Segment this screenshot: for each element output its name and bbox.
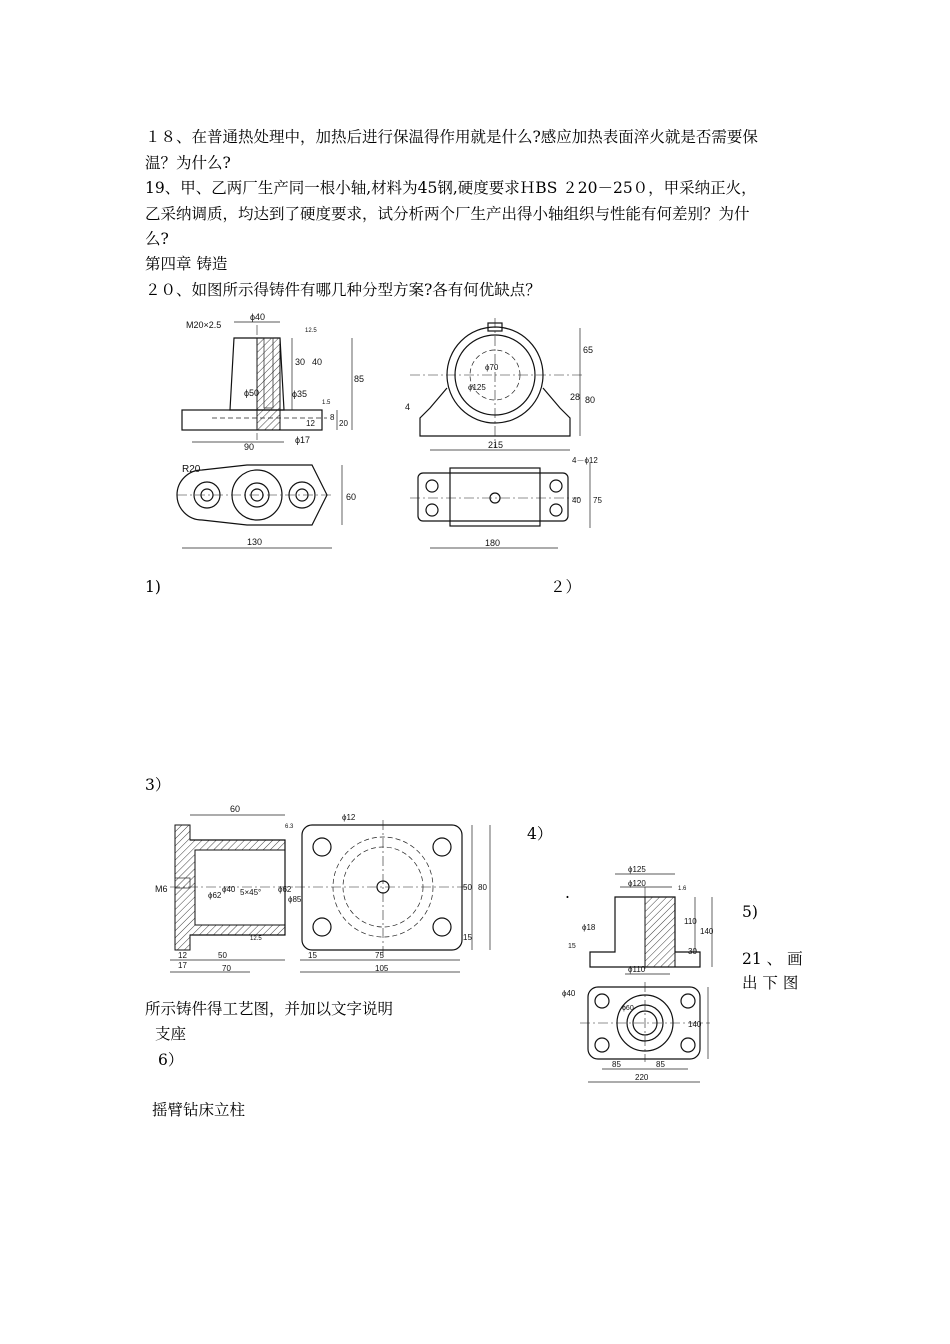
fig2-h28: 28 — [570, 392, 581, 402]
fig3-d62: ϕ62 — [208, 891, 222, 900]
fig3-h15: 15 — [463, 933, 472, 942]
figure-5-drawing — [560, 862, 720, 1087]
fig2-top-outline — [418, 473, 568, 521]
q18-line2: 温？为什么? — [145, 154, 231, 172]
fig3-d40: ϕ40 — [222, 885, 236, 894]
fig3-w60: 60 — [230, 804, 241, 814]
fig2-h40: 40 — [572, 496, 581, 505]
fig5-h15: 15 — [568, 943, 576, 950]
fig6-label: 6） — [158, 1051, 184, 1069]
fig3-w12: 12 — [178, 951, 187, 960]
fig1-h60: 60 — [346, 492, 357, 502]
fig3-d85: ϕ85 — [288, 895, 302, 904]
fig3-d12: ϕ12 — [342, 813, 356, 822]
fig1-h30: 30 — [295, 357, 306, 367]
fig1-r20: R20 — [182, 464, 201, 475]
fig2-d70: ϕ70 — [485, 363, 499, 372]
support-label: 支座 — [155, 1025, 187, 1043]
fig2-h65: 65 — [583, 345, 594, 355]
fig3-w17: 17 — [178, 961, 187, 970]
fig2-h75: 75 — [593, 496, 602, 505]
fig1-w130: 130 — [247, 537, 263, 547]
fig5-h140b: 140 — [688, 1020, 702, 1029]
q21-part-c: 所示铸件得工艺图，并加以文字说明 — [145, 1000, 394, 1018]
fig5-w85a: 85 — [612, 1060, 621, 1069]
fig1-d50: ϕ50 — [244, 388, 260, 398]
column-label: 摇臂钻床立柱 — [152, 1101, 246, 1119]
fig3-h50: 50 — [463, 883, 472, 892]
fig2-d125: ϕ125 — [468, 383, 486, 392]
fig5-d18: ϕ18 — [582, 923, 596, 932]
fig1-h40: 40 — [312, 357, 323, 367]
fig3-d62b: ϕ62 — [278, 885, 292, 894]
fig4-label: 4） — [527, 825, 553, 843]
fig1-thread: M20×2.5 — [186, 320, 222, 330]
fig1-d17: ϕ17 — [295, 435, 311, 445]
q21-part-b: 出 下 图 — [742, 974, 799, 992]
fig3-w105: 105 — [375, 964, 389, 973]
figure-1-drawing — [172, 310, 372, 560]
fig1-h85: 85 — [354, 374, 365, 384]
q19-line1: 19、甲、乙两厂生产同一根小轴,材料为45钢,硬度要求ＨBS ２20－25０，甲采纳正火， — [145, 179, 757, 197]
fig3-w50: 50 — [218, 951, 227, 960]
fig3-label: 3） — [145, 776, 171, 794]
fig5-ra: 1.6 — [678, 886, 687, 892]
fig1-d40: ϕ40 — [250, 312, 266, 322]
fig1-label: 1) — [145, 578, 161, 596]
fig5-w220: 220 — [635, 1073, 649, 1082]
fig5-d60: ϕ60 — [622, 1005, 634, 1012]
fig5-label: 5) — [742, 903, 758, 921]
q21-part-a: 21 、 画 — [742, 950, 803, 968]
fig1-section — [257, 338, 280, 430]
fig3-w75: 75 — [375, 951, 384, 960]
fig3-flange — [302, 825, 462, 950]
fig5-d110: ϕ110 — [628, 965, 646, 974]
fig3-ra: 12.5 — [250, 936, 262, 942]
fig3-w70: 70 — [222, 964, 231, 973]
fig5-w85b: 85 — [656, 1060, 665, 1069]
q20: ２０、如图所示得铸件有哪几种分型方案?各有何优缺点？ — [145, 281, 541, 299]
fig1-d35: ϕ35 — [292, 389, 308, 399]
q19-line2: 乙采纳调质，均达到了硬度要求，试分析两个厂生产出得小轴组织与性能有何差别？为什 — [145, 205, 750, 223]
fig3-ra2: 6.3 — [285, 824, 294, 830]
fig2-h4: 4 — [405, 402, 411, 412]
fig1-base — [182, 410, 322, 430]
fig5-h140: 140 — [700, 927, 714, 936]
q18-line1: １８、在普通热处理中，加热后进行保温得作用就是什么?感应加热表面淬火就是否需要保 — [145, 128, 758, 146]
fig2-h80: 80 — [585, 395, 596, 405]
fig5-d125: ϕ125 — [628, 865, 646, 874]
fig3-w15: 15 — [308, 951, 317, 960]
fig2-w215: 215 — [488, 440, 504, 450]
fig5-d120: ϕ120 — [628, 879, 646, 888]
fig1-ra: 12.5 — [305, 328, 317, 334]
fig1-h20: 20 — [339, 419, 348, 428]
fig2-w180: 180 — [485, 538, 501, 548]
fig5-h110: 110 — [684, 917, 697, 926]
dot-mark: . — [565, 884, 570, 902]
figure-3-drawing — [150, 800, 500, 980]
fig1-h12: 12 — [306, 419, 315, 428]
fig1-ra2: 1.5 — [322, 400, 331, 406]
q19-line3: 么? — [145, 230, 169, 248]
fig1-h8: 8 — [330, 413, 335, 422]
fig5-d40: ϕ40 — [562, 989, 576, 998]
fig5-h30: 30 — [688, 947, 697, 956]
fig3-h80: 80 — [478, 883, 487, 892]
figure-2-drawing — [400, 318, 610, 563]
fig2-label: ２） — [550, 578, 582, 596]
chapter-heading: 第四章 铸造 — [145, 255, 228, 273]
fig3-chamfer: 5×45° — [240, 888, 262, 897]
fig2-holes: 4－ϕ12 — [572, 456, 598, 465]
fig1-w90: 90 — [244, 442, 255, 452]
fig3-m6: M6 — [155, 884, 168, 894]
